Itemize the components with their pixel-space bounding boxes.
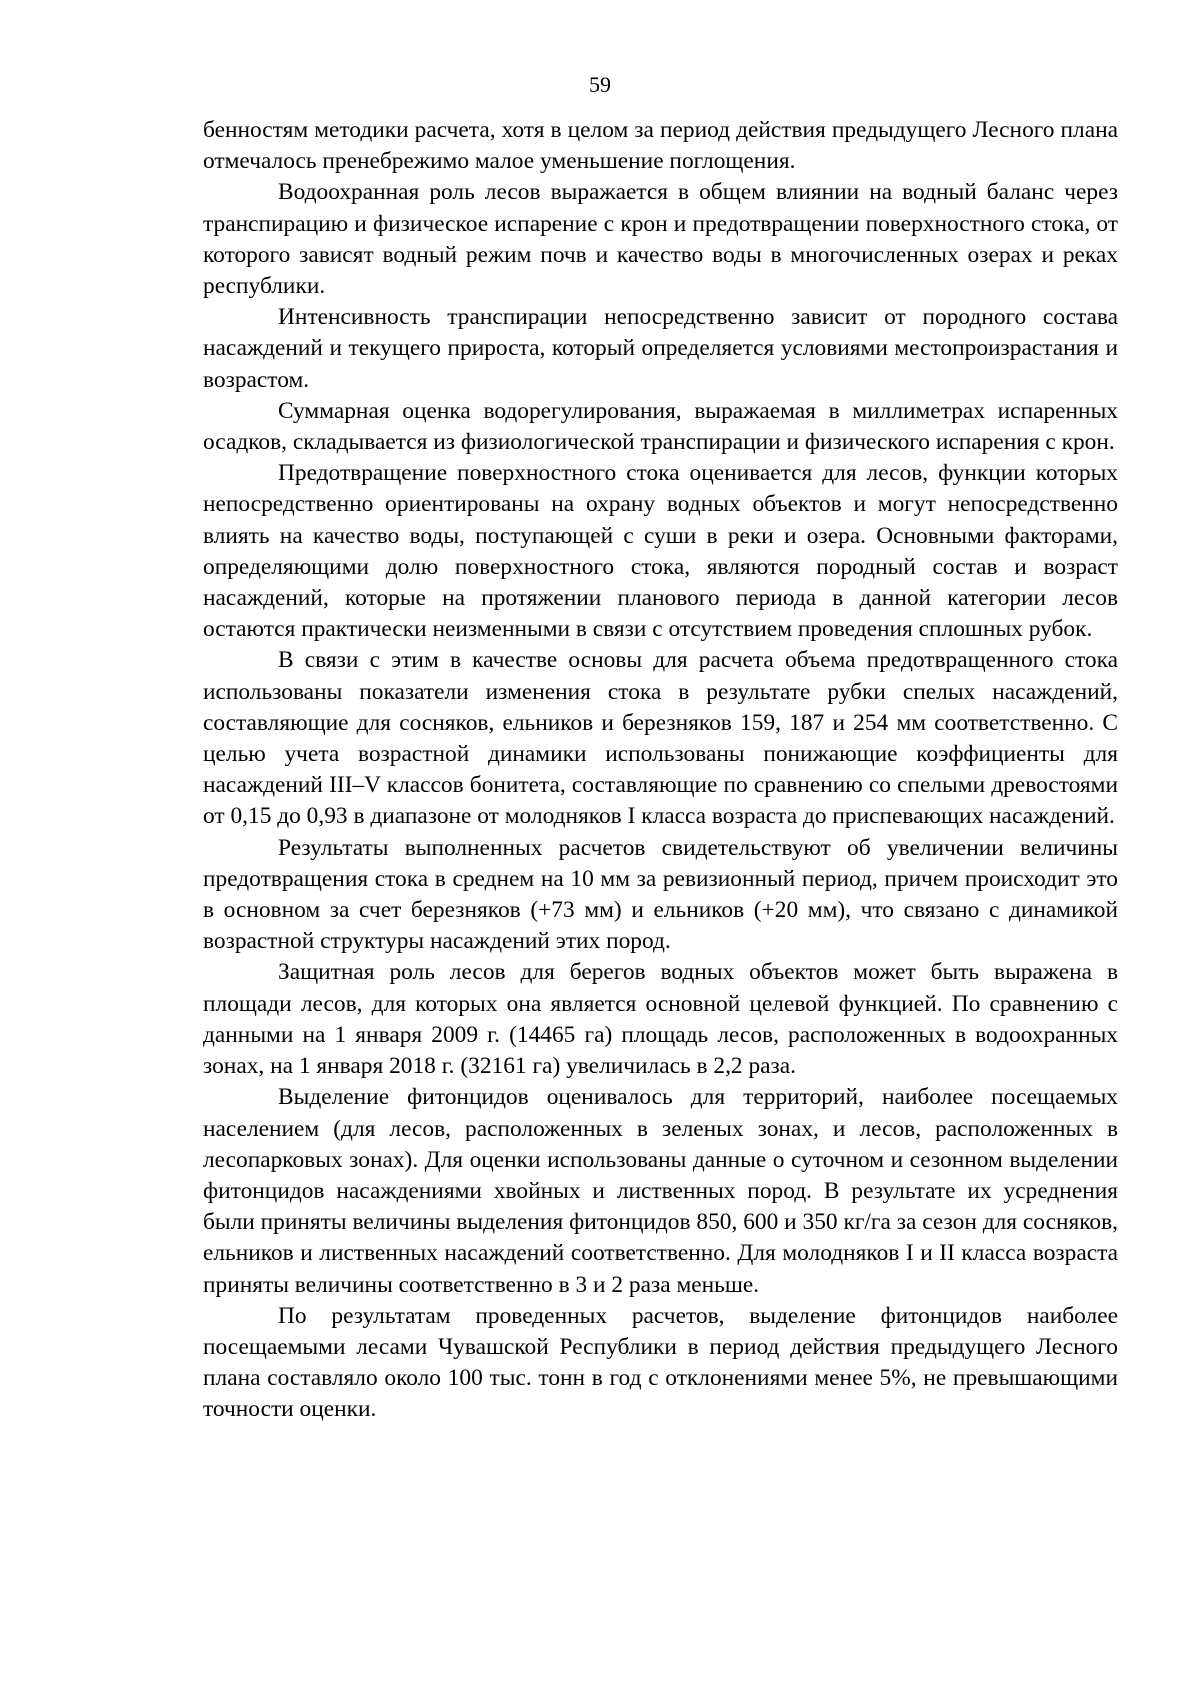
paragraph-water-regulation-estimate: Суммарная оценка водорегулирования, выражаемая в миллиметрах испаренных осадков, складывается из физиологической транспирации и физического испарения с крон. (203, 397, 1118, 456)
paragraph-shore-protection-role: Защитная роль лесов для берегов водных объектов может быть выражена в площади лесов, для которых она является основной целевой функцией. По сравнению с данными на 1 января 2009 г. (14465 га) площадь лесов, расположенных в водоохранных зонах, на 1 января 2018 г. (32161 га) увеличилась в 2,2 раза. (203, 959, 1118, 1080)
paragraph-runoff-calculation-basis: В связи с этим в качестве основы для расчета объема предотвращенного стока использованы показатели изменения стока в результате рубки спелых насаждений, составляющие для сосняков, ельников и березняков 159, 187 и 254 мм соответственно. С целью учета возрастной динамики использованы понижающие коэффициенты для насаждений III–V классов бонитета, составляющие по сравнению со спелыми древостоями от 0,15 до 0,93 в диапазоне от молодняков I класса возраста до приспевающих насаждений. (203, 647, 1118, 830)
page-body (203, 115, 1118, 1426)
paragraph-continued: бенностям методики расчета, хотя в целом за период действия предыдущего Лесного плана отмечалось пренебрежимо малое уменьшение поглощения. (203, 117, 1118, 175)
paragraph-transpiration-intensity: Интенсивность транспирации непосредственно зависит от породного состава насаждений и текущего прироста, который определяется условиями местопроизрастания и возрастом. (203, 304, 1118, 393)
paragraph-phytoncide-emission: Выделение фитонцидов оценивалось для территорий, наиболее посещаемых населением (для лесов, расположенных в зеленых зонах, и лесов, расположенных в лесопарковых зонах). Для оценки использованы данные о суточном и сезонном выделении фитонцидов насаждениями хвойных и лиственных пород. В результате их усреднения были приняты величины выделения фитонцидов 850, 600 и 350 кг/га за сезон для сосняков, ельников и лиственных насаждений соответственно. Для молодняков I и II класса возраста приняты величины соответственно в 3 и 2 раза меньше. (203, 1084, 1118, 1298)
paragraph-surface-runoff-prevention: Предотвращение поверхностного стока оценивается для лесов, функции которых непосредственно ориентированы на охрану водных объектов и могут непосредственно влиять на качество воды, поступающей с суши в реки и озера. Основными факторами, определяющими долю поверхностного стока, являются породный состав и возраст насаждений, которые на протяжении планового периода в данной категории лесов остаются практически неизменными в связи с отсутствием проведения сплошных рубок. (203, 460, 1118, 643)
paragraph-phytoncide-results: По результатам проведенных расчетов, выделение фитонцидов наиболее посещаемыми лесами Чувашской Республики в период действия предыдущего Лесного плана составляло около 100 тыс. тонн в год с отклонениями менее 5%, не превышающими точности оценки. (203, 1302, 1118, 1423)
page-number: 59 (589, 72, 611, 97)
paragraph-calculation-results: Результаты выполненных расчетов свидетельствуют об увеличении величины предотвращения стока в среднем на 10 мм за ревизионный период, причем происходит это в основном за счет березняков (+73 мм) и ельников (+20 мм), что связано с динамикой возрастной структуры насаждений этих пород. (203, 834, 1118, 955)
paragraph-water-protection-role: Водоохранная роль лесов выражается в общем влиянии на водный баланс через транспирацию и физическое испарение с крон и предотвращении поверхностного стока, от которого зависят водный режим почв и качество воды в многочисленных озерах и реках республики. (203, 179, 1118, 300)
